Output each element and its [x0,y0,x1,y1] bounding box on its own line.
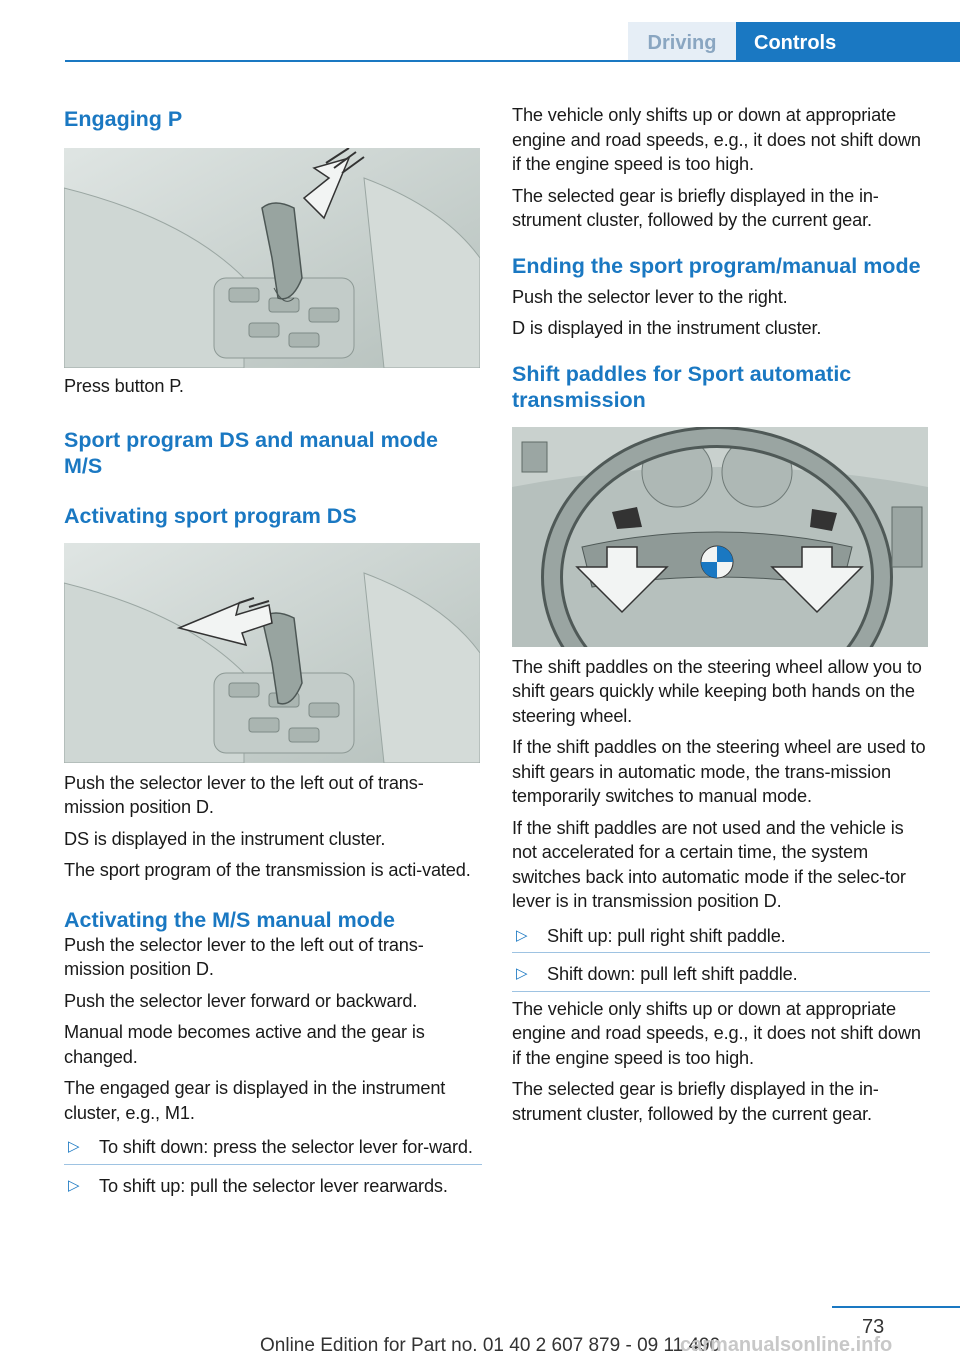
ms-paragraph-1: Push the selector lever to the left out of trans-mission position D. [64,934,424,979]
list-item [64,1174,482,1199]
figure-steering-wheel [512,427,928,647]
shift-paddles-heading: Shift paddles for Sport automatic transmission [512,361,852,412]
right-paragraph-end-2: The selected gear is briefly displayed in the in-strument cluster, followed by the current gear. [512,1079,879,1124]
right-paragraph-1: The vehicle only shifts up or down at appropriate engine and road speeds, e.g., it does not shift down if the engine speed is too high. [512,105,921,174]
triangle-right-icon: ▷ [516,926,528,944]
figure-activating-ds [64,543,480,763]
header-rule [65,60,960,62]
right-paragraph-end-1: The vehicle only shifts up or down at appropriate engine and road speeds, e.g., it does not shift down if the engine speed is too high. [512,998,921,1068]
paddles-paragraph-2: If the shift paddles on the steering wheel are used to shift gears in automatic mode, the trans-mission temporarily switches to manual mode. [512,737,926,806]
ds-paragraph-2: DS is displayed in the instrument cluster. [64,828,386,849]
footer-rule [832,1306,960,1308]
right-paragraph-2: The selected gear is briefly displayed in the in-strument cluster, followed by the current gear. [512,185,879,230]
ds-paragraph-3: The sport program of the transmission is acti-vated. [64,860,471,880]
figure-engaging-p [64,148,480,368]
bullet-text: To shift up: pull the selector lever rearwards. [99,1175,448,1196]
paddles-paragraph-1: The shift paddles on the steering wheel allow you to shift gears quickly while keeping both hands on the steering wheel. [512,656,922,726]
edition-text: Online Edition for Part no. 01 40 2 607 879 - 09 11 490 [260,1335,721,1356]
bullet-text: To shift down: press the selector lever for-ward. [99,1137,473,1157]
ending-heading: Ending the sport program/manual mode [512,253,921,278]
ms-paragraph-3: Manual mode becomes active and the gear is changed. [64,1022,425,1067]
list-item [512,962,930,987]
section-tab-controls: Controls [736,22,960,62]
bullet-text: Shift up: pull right shift paddle. [547,925,786,946]
divider [64,1164,482,1165]
triangle-right-icon: ▷ [516,965,528,982]
list-item [512,924,930,949]
activating-ds-heading: Activating sport program DS [64,503,357,528]
paddles-paragraph-3: If the shift paddles are not used and the vehicle is not accelerated for a certain time, the system switches back into automatic mode if the selec-tor lever is in transmission position D. [512,817,906,911]
triangle-right-icon: ▷ [68,1176,80,1194]
sport-program-heading: Sport program DS and manual mode M/S [64,427,438,478]
engaging-p-heading: Engaging P [64,107,183,131]
right-column [512,100,930,1133]
watermark-text: carmanualsonline.info [680,1334,893,1356]
paddles-bullet-list [512,924,930,987]
ms-paragraph-2: Push the selector lever forward or backward. [64,990,418,1011]
list-item [64,1135,482,1160]
ms-paragraph-4: The engaged gear is displayed in the instrument cluster, e.g., M1. [64,1078,446,1123]
activating-ms-heading: Activating the M/S manual mode [64,907,395,932]
divider [512,991,930,992]
divider [512,952,930,953]
ds-paragraph-1: Push the selector lever to the left out of trans-mission position D. [64,772,424,817]
page-number: 73 [862,1316,885,1338]
ending-paragraph-2: D is displayed in the instrument cluster. [512,318,822,338]
section-tab-driving: Driving [628,22,736,62]
left-column [64,100,482,1206]
ending-paragraph-1: Push the selector lever to the right. [512,286,788,307]
press-button-text: Press button P. [64,376,184,396]
ms-bullet-list [64,1135,482,1198]
triangle-right-icon: ▷ [68,1138,80,1155]
bullet-text: Shift down: pull left shift paddle. [547,964,798,984]
